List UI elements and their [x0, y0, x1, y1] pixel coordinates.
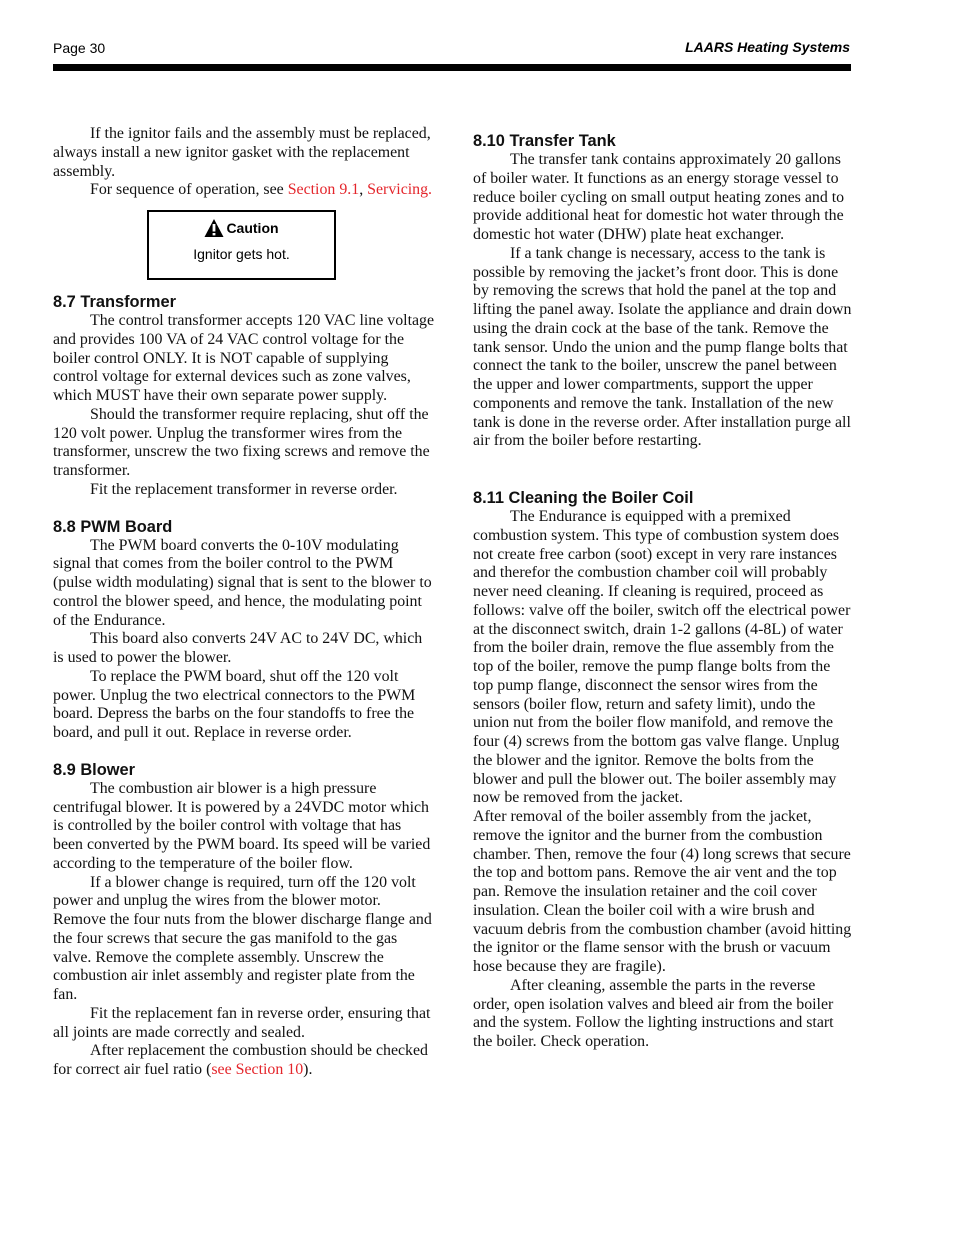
section-8-11-heading: 8.11 Cleaning the Boiler Coil	[473, 489, 694, 507]
pwm-p1: The PWM board converts the 0-10V modulating signal that comes from the boiler control to the PWM (pulse width modulating) signal that is sent to the blower to control the blower speed, and hence, the modulating point of the Endurance.	[53, 536, 432, 629]
tank-p2: If a tank change is necessary, access to the tank is possible by removing the jacket’s front door. This is done by removing the screws that hold the panel at the top and lifting the panel away. Isolate the appliance and drain down using the drain cock at the base of the tank. Remove the tank sensor. Undo the union and the pump flange bolts that connect the tank to the boiler, unscrew the panel between the upper and lower compartments, support the upper components and remove the tank. Installation of the new tank is done in the reverse order. After installation purge all air from the boiler before restarting.	[473, 244, 852, 450]
section-9-1-link[interactable]: Section 9.1	[287, 181, 360, 199]
blower-p3: Fit the replacement fan in reverse order, ensuring that all joints are made correctly and sealed.	[53, 1004, 431, 1041]
blower-p1: The combustion air blower is a high pressure centrifugal blower. It is powered by a 24VDC motor which is controlled by the boiler control with voltage that has been converted by the PWM board. Its speed will be varied according to the temperature of the boiler flow.	[53, 779, 431, 872]
coil-p2: After removal of the boiler assembly from the jacket, remove the ignitor and the burner from the combustion chamber. Then, remove the four (4) long screws that secure the top and bottom pans. Remove the air vent and the top pan. Remove the insulation retainer and the coil cover insulation. Clean the boiler coil with a wire brush and vacuum debris from the combustion chamber (avoid hitting the ignitor or the flame sensor with the brush or vacuum hose because they are fragile).	[473, 808, 852, 975]
pwm-p2: This board also converts 24V AC to 24V DC, which is used to power the blower.	[53, 630, 423, 666]
servicing-link[interactable]: Servicing.	[367, 181, 433, 199]
section-10-link[interactable]: see Section 10	[211, 1061, 304, 1078]
blower-p2: If a blower change is required, turn off the 120 volt power and unplug the wires from the blower motor. Remove the four nuts from the blower discharge flange and the four screws that secure the gas manifold to the gas valve. Remove the complete assembly. Unscrew the combustion air inlet assembly and register plate from the fan.	[53, 873, 432, 1003]
sequence-paragraph	[53, 181, 435, 200]
blower-p4-text: After replacement the combustion should be checked for correct air fuel ratio (	[53, 1042, 428, 1078]
transformer-p2: Should the transformer require replacing, shut off the 120 volt power. Unplug the transformer wires from the transformer, unscrew the two fixing screws and remove the transformer.	[53, 405, 430, 479]
section-8-7-heading: 8.7 Transformer	[53, 293, 176, 311]
caution-title: Caution	[226, 220, 279, 237]
intro-paragraph: If the ignitor fails and the assembly must be replaced, always install a new ignitor gasket with the replacement assembly.	[53, 125, 431, 180]
sequence-text: For sequence of operation, see	[90, 181, 288, 199]
sequence-separator: ,	[359, 181, 368, 199]
caution-box	[147, 210, 336, 280]
transformer-p3: Fit the replacement transformer in reverse order.	[90, 480, 398, 498]
coil-p1: The Endurance is equipped with a premixed combustion system. This type of combustion system does not create free carbon (soot) except in very rare instances and therefor the combustion chamber coil will probably never need cleaning. If cleaning is required, proceed as follows: valve off the boiler, switch off the electrical power at the disconnect switch, drain 1-2 gallons (4-8L) of water from the boiler drain, remove the flue assembly from the top of the boiler, remove the pump flange bolts from the top pump flange, disconnect the sensor wires from the sensors (boiler flow, return and safety limit), undo the union nut from the boiler flow manifold, and remove the four (4) screws from the bottom gas valve flange. Unplug the blower and the ignitor. Remove the bolts from the blower and pull the blower out. The boiler assembly may now be removed from the jacket.	[473, 508, 851, 807]
warning-triangle-icon	[204, 218, 224, 238]
section-8-8-heading: 8.8 PWM Board	[53, 517, 173, 536]
brand-name: LAARS Heating Systems	[685, 39, 850, 55]
section-8-10-heading: 8.10 Transfer Tank	[473, 132, 616, 150]
tank-p1: The transfer tank contains approximately 20 gallons of boiler water. It functions as an energy storage vessel to reduce boiler cycling on small output heating zones and to provide additional heat for domestic hot water through the domestic hot water (DHW) plate heat exchanger.	[473, 151, 845, 243]
caution-text: Ignitor gets hot.	[193, 246, 290, 262]
coil-p3: After cleaning, assemble the parts in the reverse order, open isolation valves and bleed air from the boiler and the system. Follow the lighting instructions and start the boiler. Check operation.	[473, 976, 834, 1050]
section-8-9-heading: 8.9 Blower	[53, 760, 135, 779]
blower-p4	[53, 1042, 435, 1080]
blower-p4-end: ).	[303, 1061, 313, 1078]
page-number: Page 30	[53, 40, 106, 56]
pwm-p3: To replace the PWM board, shut off the 120 volt power. Unplug the two electrical connectors to the PWM board. Depress the barbs on the four standoffs to free the board, and pull it out. Replace in reverse order.	[53, 667, 416, 741]
transformer-p1: The control transformer accepts 120 VAC line voltage and provides 100 VA of 24 VAC control voltage for the boiler control ONLY. It is NOT capable of supplying control voltage for external devices such as zone valves, which MUST have their own separate power supply.	[53, 312, 435, 404]
header-rule	[53, 64, 851, 71]
right-column	[473, 125, 853, 1052]
left-column	[53, 125, 435, 1080]
